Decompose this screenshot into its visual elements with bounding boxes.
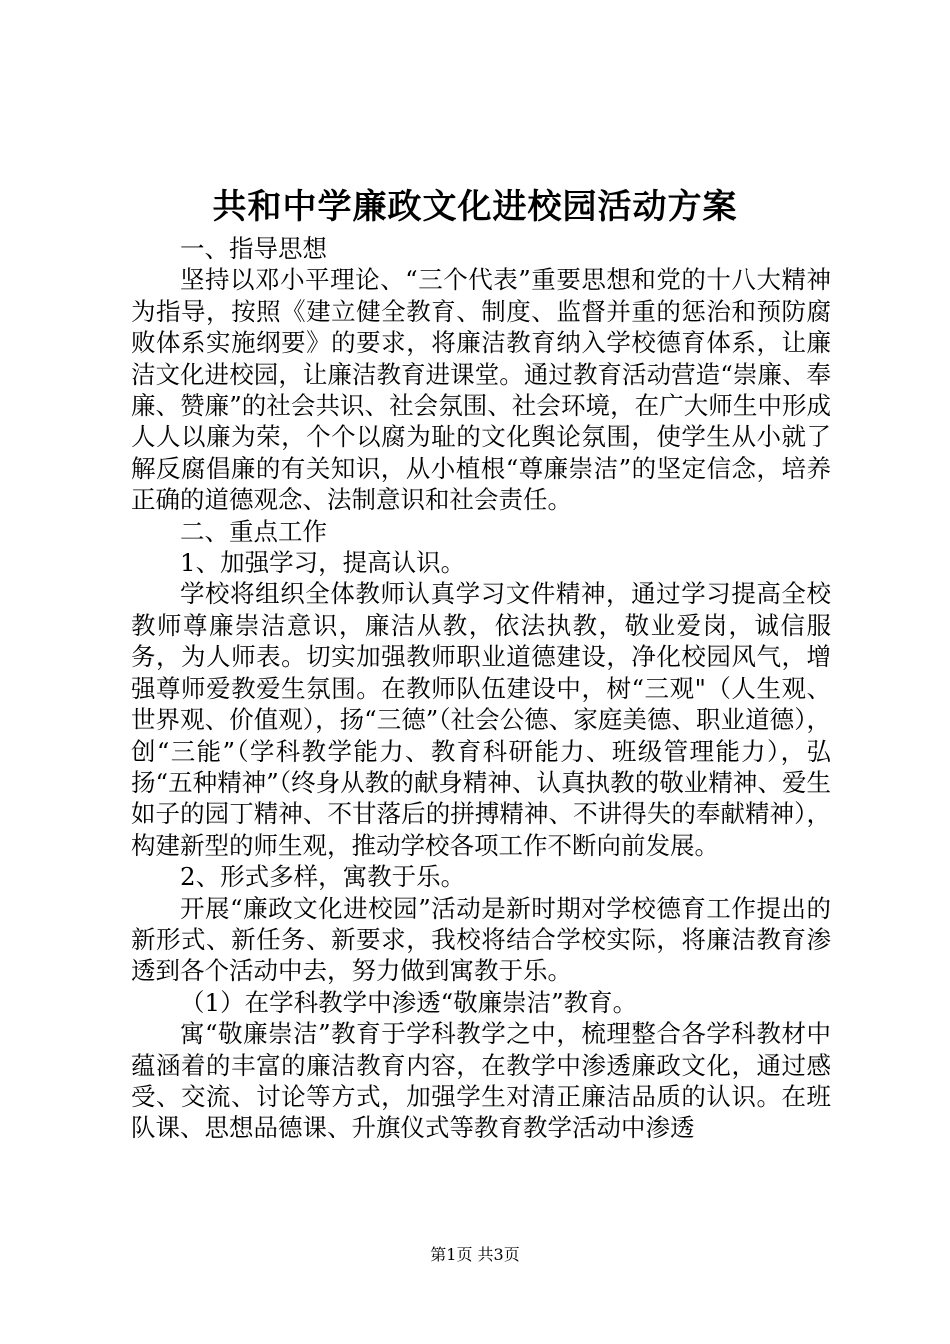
subheading-various-forms: 2、形式多样，寓教于乐。 <box>180 862 466 892</box>
paragraph-strengthen-study: 学校将组织全体教师认真学习文件精神，通过学习提高全校教师尊廉崇洁意识，廉洁从教，依法执教，敬业爱岗，诚信服务，为人师表。切实加强教师职业道德建设，净化校园风气，增强尊师爱教爱生氛围。在教师队伍建设中，树“三观"（人生观、世界观、价值观），扬“三德”（社会公德、家庭美德、职业道德），创“三能”（学科教学能力、教育科研能力、班级管理能力），弘扬“五种精神”（终身从教的献身精神、认真执教的敬业精神、爱生如子的园丁精神、不甘落后的拼搏精神、不讲得失的奉献精神），构建新型的师生观，推动学校各项工作不断向前发展。 <box>131 579 831 860</box>
document-body <box>131 233 831 1144</box>
section-heading-key-work: 二、重点工作 <box>180 516 327 546</box>
document-title: 共和中学廉政文化进校园活动方案 <box>212 187 738 227</box>
paragraph-guiding-thought: 坚持以邓小平理论、“三个代表”重要思想和党的十八大精神为指导，按照《建立健全教育、制度、监督并重的惩治和预防腐败体系实施纲要》的要求，将廉洁教育纳入学校德育体系，让廉洁文化进校园，让廉洁教育进课堂。通过教育活动营造“崇廉、奉廉、赞廉”的社会共识、社会氛围、社会环境，在广大师生中形成人人以廉为荣，个个以腐为耻的文化舆论氛围，使学生从小就了解反腐倡廉的有关知识，从小植根“尊廉崇洁”的坚定信念，培养正确的道德观念、法制意识和社会责任。 <box>131 265 831 515</box>
paragraph-various-forms: 开展“廉政文化进校园”活动是新时期对学校德育工作提出的新形式、新任务、新要求，我校将结合学校实际，将廉洁教育渗透到各个活动中去，努力做到寓教于乐。 <box>131 893 831 986</box>
subheading-strengthen-study: 1、加强学习，提高认识。 <box>180 548 466 578</box>
subheading-subject-teaching: （1）在学科教学中渗透“敬廉崇洁”教育。 <box>180 987 638 1017</box>
paragraph-subject-teaching: 寓“敬廉崇洁”教育于学科教学之中，梳理整合各学科教材中蕴涵着的丰富的廉洁教育内容，在教学中渗透廉政文化，通过感受、交流、讨论等方式，加强学生对清正廉洁品质的认识。在班队课、思想品德课、升旗仪式等教育教学活动中渗透 <box>131 1019 831 1143</box>
section-heading-guiding-thought: 一、指导思想 <box>180 234 327 263</box>
page-number-footer: 第1页 共3页 <box>430 1245 520 1264</box>
